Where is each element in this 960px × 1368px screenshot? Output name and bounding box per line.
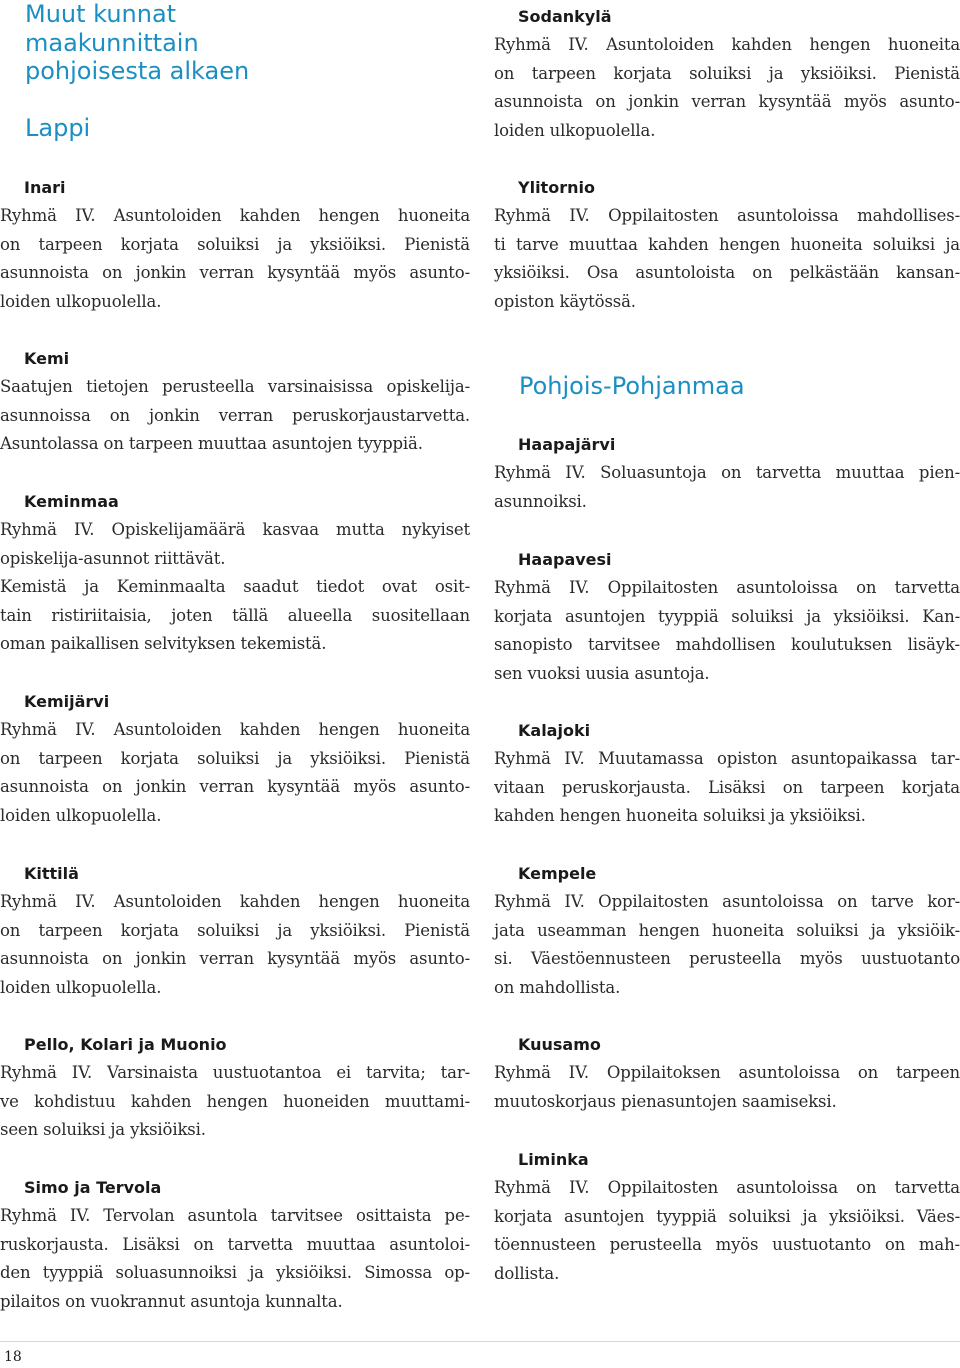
section-title: Kemi — [24, 349, 70, 368]
section-title: Kempele — [518, 864, 597, 883]
text-line: asunnoiksi. — [494, 491, 587, 511]
text-line: si. Väestöennusteen perusteella myös uustuotanto — [494, 949, 960, 969]
section-kuusamo — [494, 1035, 960, 1116]
text-line: yksiöiksi. Osa asuntoloista on pelkästään kansan- — [494, 263, 960, 283]
text-line: Ryhmä IV. Oppilaitoksen asuntoloissa on tarpeen — [494, 1063, 960, 1082]
text-line: Ryhmä IV. Asuntoloiden kahden hengen huoneita — [0, 892, 470, 911]
text-line: opiskelija-asunnot riittävät. — [0, 548, 226, 568]
section-title: Kemijärvi — [24, 692, 110, 711]
section-title: Kittilä — [24, 864, 79, 883]
text-line: Ryhmä IV. Oppilaitosten asuntoloissa on tarvetta — [494, 1178, 960, 1197]
text-line: muutoskorjaus pienasuntojen saamiseksi. — [494, 1091, 837, 1111]
text-line: sanopisto tarvitsee mahdollisen koulutuksen lisäyk- — [494, 635, 960, 655]
section-text — [0, 716, 470, 830]
text-line: ti tarve muuttaa kahden hengen huoneita soluiksi ja — [494, 234, 960, 254]
text-line: Ryhmä IV. Opiskelijamäärä kasvaa mutta nykyiset — [0, 520, 470, 539]
text-line: Ryhmä IV. Soluasuntoja on tarvetta muuttaa pien- — [494, 463, 960, 482]
text-line: on mahdollista. — [494, 977, 621, 997]
text-line: loiden ulkopuolella. — [0, 805, 162, 825]
text-line: dollista. — [494, 1263, 560, 1283]
text-line: oman paikallisen selvityksen tekemistä. — [0, 634, 327, 654]
section-title: Liminka — [518, 1150, 589, 1169]
text-line: ruskorjausta. Lisäksi on tarvetta muuttaa asuntoloi- — [0, 1234, 470, 1254]
text-line: on tarpeen korjata soluiksi ja yksiöiksi. Pienistä — [0, 920, 470, 940]
text-line: on tarpeen korjata soluiksi ja yksiöiksi. Pienistä — [0, 234, 470, 254]
section-text — [494, 745, 960, 831]
text-line: jata useamman hengen huoneita soluiksi ja yksiöik- — [494, 920, 960, 940]
section-text — [0, 516, 470, 659]
section-kempele — [494, 864, 960, 1002]
text-line: on tarpeen korjata soluiksi ja yksiöiksi. Pienistä — [0, 748, 470, 768]
text-line: on tarpeen korjata soluiksi ja yksiöiksi. Pienistä — [494, 63, 960, 83]
section-text — [494, 1059, 960, 1116]
text-line: vitaan peruskorjausta. Lisäksi on tarpeen korjata — [494, 777, 960, 797]
page-title-line: pohjoisesta alkaen — [25, 57, 250, 85]
page-title — [0, 0, 249, 86]
region-title-pohjois-pohjanmaa: Pohjois-Pohjanmaa — [519, 372, 745, 400]
section-text — [0, 888, 470, 1002]
text-line: Ryhmä IV. Muutamassa opiston asuntopaikassa tar- — [494, 749, 960, 768]
section-text — [0, 1202, 470, 1316]
text-line: tain ristiriitaisia, joten tällä alueella suositellaan — [0, 605, 470, 625]
section-text — [494, 31, 960, 145]
page-title-line: Muut kunnat — [25, 0, 177, 28]
section-keminmaa — [0, 492, 470, 659]
section-title: Kuusamo — [518, 1035, 601, 1054]
text-line: opiston käytössä. — [494, 291, 636, 311]
footer-divider — [0, 1341, 960, 1342]
section-liminka — [494, 1150, 960, 1288]
region-title-lappi: Lappi — [25, 114, 91, 142]
section-pello-kolari-muonio — [0, 1035, 470, 1145]
section-kalajoki — [494, 721, 960, 831]
section-title: Haapavesi — [518, 550, 612, 569]
section-kemijarvi — [0, 692, 470, 830]
section-kittila — [0, 864, 470, 1002]
text-line: den tyyppiä soluasunnoiksi ja yksiöiksi. Simossa op- — [0, 1263, 470, 1283]
text-line: pilaitos on vuokrannut asuntoja kunnalta. — [0, 1291, 343, 1311]
section-text — [0, 1059, 470, 1145]
section-title: Sodankylä — [518, 7, 612, 26]
section-haapajarvi — [494, 435, 960, 516]
section-text — [494, 1174, 960, 1288]
text-line: loiden ulkopuolella. — [0, 977, 162, 997]
section-ylitornio — [494, 178, 960, 316]
section-sodankyla — [494, 7, 960, 145]
section-haapavesi — [494, 550, 960, 688]
page-title-line: maakunnittain — [25, 28, 199, 57]
text-line: Ryhmä IV. Varsinaista uustuotantoa ei tarvita; tar- — [0, 1063, 470, 1082]
section-simo-tervola — [0, 1178, 470, 1316]
section-title: Kalajoki — [518, 721, 591, 740]
text-line: korjata asuntojen tyyppiä soluiksi ja yksiöiksi. Väes- — [494, 1206, 960, 1226]
text-line: Ryhmä IV. Oppilaitosten asuntoloissa on tarvetta — [494, 578, 960, 597]
page-number: 18 — [4, 1349, 22, 1365]
text-line: Ryhmä IV. Asuntoloiden kahden hengen huoneita — [0, 206, 470, 225]
section-text — [0, 373, 470, 459]
text-line: ve kohdistuu kahden hengen huoneiden muuttami- — [0, 1091, 470, 1111]
text-line: Ryhmä IV. Asuntoloiden kahden hengen huoneita — [494, 35, 960, 54]
text-line: korjata asuntojen tyyppiä soluiksi ja yksiöiksi. Kan- — [494, 606, 960, 626]
text-line: asunnoissa on jonkin verran peruskorjaustarvetta. — [0, 405, 470, 425]
text-line: Saatujen tietojen perusteella varsinaisissa opiskelija- — [0, 377, 470, 396]
section-kemi — [0, 349, 470, 459]
section-text — [494, 202, 960, 316]
section-text — [0, 202, 470, 316]
section-title: Simo ja Tervola — [24, 1178, 162, 1197]
text-line: asunnoista on jonkin verran kysyntää myös asunto- — [0, 777, 470, 797]
text-line: asunnoista on jonkin verran kysyntää myös asunto- — [0, 949, 470, 969]
text-line: töennusteen perusteella myös uustuotanto on mah- — [494, 1235, 960, 1255]
section-inari — [0, 178, 470, 316]
section-title: Ylitornio — [518, 178, 595, 197]
section-text — [494, 459, 960, 516]
text-line: Ryhmä IV. Oppilaitosten asuntoloissa on tarve kor- — [494, 892, 960, 911]
text-line: asunnoista on jonkin verran kysyntää myös asunto- — [494, 92, 960, 112]
section-title: Haapajärvi — [518, 435, 616, 454]
text-line: Kemistä ja Keminmaalta saadut tiedot ovat osit- — [0, 577, 470, 597]
text-line: Asuntolassa on tarpeen muuttaa asuntojen tyyppiä. — [0, 434, 423, 454]
section-text — [494, 888, 960, 1002]
text-line: loiden ulkopuolella. — [494, 120, 656, 140]
text-line: kahden hengen huoneita soluiksi ja yksiöiksi. — [494, 806, 866, 826]
text-line: Ryhmä IV. Tervolan asuntola tarvitsee osittaista pe- — [0, 1206, 470, 1225]
text-line: seen soluiksi ja yksiöiksi. — [0, 1120, 206, 1140]
section-title: Inari — [24, 178, 66, 197]
text-line: Ryhmä IV. Asuntoloiden kahden hengen huoneita — [0, 720, 470, 739]
text-line: asunnoista on jonkin verran kysyntää myös asunto- — [0, 263, 470, 283]
section-text — [494, 574, 960, 688]
text-line: loiden ulkopuolella. — [0, 291, 162, 311]
text-line: sen vuoksi uusia asuntoja. — [494, 663, 710, 683]
section-title: Keminmaa — [24, 492, 119, 511]
text-line: Ryhmä IV. Oppilaitosten asuntoloissa mahdollises- — [494, 206, 960, 225]
section-title: Pello, Kolari ja Muonio — [24, 1035, 227, 1054]
